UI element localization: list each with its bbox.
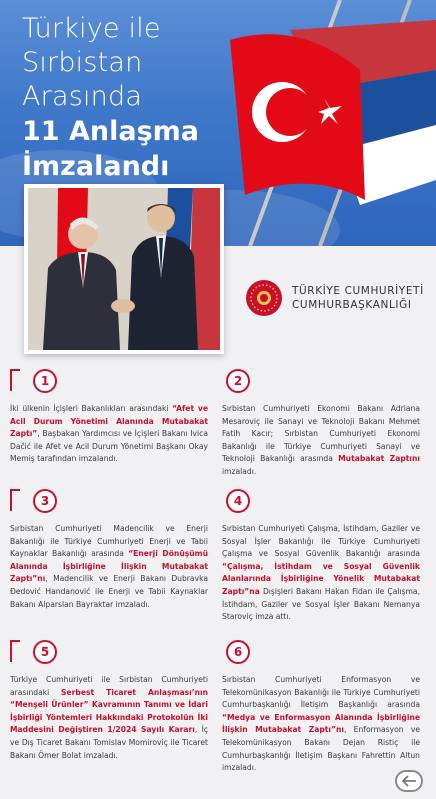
card-text: Sırbistan Cumhuriyeti Çalışma, İstihdam, Gaziler ve Sosyal İşler Bakanlığı ile Türkiye Cumhuriyeti Çalışma ve Sosyal Güvenlik Bakanlığı arasında [222, 524, 420, 559]
card-corner-bracket [10, 489, 20, 511]
title-line: Sırbistan [22, 47, 143, 78]
agreement-name-highlight: “Çalışma, İstihdam ve Sosyal Güvenlik Alanlarında İşbirliğine Yönelik Mutabakat Zaptı”na [222, 561, 420, 596]
agreement-card-6 [222, 640, 420, 775]
card-text: , Madencilik ve Enerji Bakanı Dubravka Đedović Handanović ile Enerji ve Tabii Kaynaklar Bakanı Alparslan Bayraktar imzaladı. [10, 574, 208, 609]
agreement-name-highlight: Serbest Ticaret Anlaşması’nın “Menşeli Ürünler” Kavramının Tanımı ve İdari İşbirliği Yöntemleri Hakkındaki Protokolün İki Maddesini Değiştiren 1/2024 Sayılı Kararı [10, 687, 208, 735]
title-line: Türkiye ile [22, 13, 161, 44]
agreement-card-3 [10, 489, 208, 611]
card-number-badge: 4 [226, 489, 250, 513]
card-body [10, 523, 208, 611]
agreement-name-highlight: “Medya ve Enformasyon Alanında İşbirliğine İlişkin Mutabakat Zaptı”nı [222, 712, 420, 735]
card-number-badge: 6 [226, 640, 250, 664]
turkey-flag [230, 34, 365, 200]
page-title [22, 12, 212, 184]
card-number-badge: 3 [33, 489, 57, 513]
card-text: İki ülkenin İçişleri Bakanlıkları arasındaki [10, 404, 173, 413]
leaders-handshake-photo [28, 188, 220, 350]
card-text: Sırbistan Cumhuriyeti Enformasyon ve Telekomünikasyon Bakanlığı ile Türkiye Cumhuriyeti Cumhurbaşkanlığı İletişim Başkanlığı arasında [222, 675, 420, 710]
card-text: imzaladı. [222, 466, 257, 476]
back-button[interactable] [395, 770, 423, 792]
agreement-card-2 [222, 369, 420, 479]
title-line: Arasında [22, 81, 143, 112]
flags-illustration [190, 0, 436, 246]
agreement-name-highlight: “Afet ve Acil Durum Yönetimi Alanında Mutabakat Zaptı” [10, 404, 208, 439]
card-text: Türkiye Cumhuriyeti ile Sırbistan Cumhuriyeti arasındaki [10, 675, 208, 697]
card-body [10, 674, 208, 762]
card-corner-bracket [10, 640, 20, 662]
title-bold-line: İmzalandı [22, 151, 170, 182]
title-bold-line: 11 Anlaşma [22, 116, 199, 147]
emblem-line1: TÜRKİYE CUMHURİYETİ [292, 285, 424, 297]
card-number-badge: 5 [33, 640, 57, 664]
photo-frame [24, 184, 224, 354]
presidency-seal-icon [245, 279, 283, 317]
card-corner-bracket [10, 369, 20, 391]
card-body [222, 674, 420, 775]
card-body [222, 403, 420, 479]
card-text: , İç ve Dış Ticaret Bakanı Tomislav Momiroviç ile Ticaret Bakanı Ömer Bolat imzaladı. [10, 725, 208, 760]
agreement-name-highlight: “Enerji Dönüşümü Alanında İşbirliğine İlişkin Mutabakat Zaptı”nı [10, 549, 208, 584]
presidency-emblem-block [245, 279, 424, 317]
card-text: , Başbakan Yardımcısı ve İçişleri Bakanı Ivica Dačić ile Afet ve Acil Durum Yönetimi Başkanı Okay Memiş tarafından imzalandı. [10, 429, 208, 464]
agreement-name-highlight: Mutabakat Zaptını [338, 454, 420, 464]
agreement-card-4 [222, 489, 420, 624]
card-body [10, 403, 208, 466]
card-text: Dışişleri Bakanı Hakan Fidan ile Çalışma, İstihdam, Gaziler ve Sosyal İşler Bakanı Nemanya Staroviç imza attı. [222, 586, 420, 622]
card-text: Sırbistan Cumhuriyeti Ekonomi Bakanı Adriana Mesaroviç ile Sanayi ve Teknoloji Bakanı Mehmet Fatih Kacır; Sırbistan Cumhuriyeti Ekonomi Bakanlığı ile Türkiye Cumhuriyeti Sanayi ve Teknoloji Bakanlığı arasında [222, 404, 420, 464]
agreement-card-5 [10, 640, 208, 762]
card-body [222, 523, 420, 624]
agreement-card-1 [10, 369, 208, 466]
arrow-left-icon [401, 775, 417, 787]
emblem-line2: CUMHURBAŞKANLIĞI [292, 299, 412, 311]
card-text: Sırbistan Cumhuriyeti Madencilik ve Enerji Bakanlığı ile Türkiye Cumhuriyeti Enerji ve Tabii Kaynaklar Bakanlığı arasında [10, 524, 208, 559]
card-text: , Enformasyon ve Telekomünikasyon Bakanı Dejan Ristiç ile Cumhurbaşkanlığı İletişim Başkanı Fahrettin Altun imzaladı. [222, 725, 420, 773]
card-number-badge: 1 [33, 369, 57, 393]
card-number-badge: 2 [226, 369, 250, 393]
